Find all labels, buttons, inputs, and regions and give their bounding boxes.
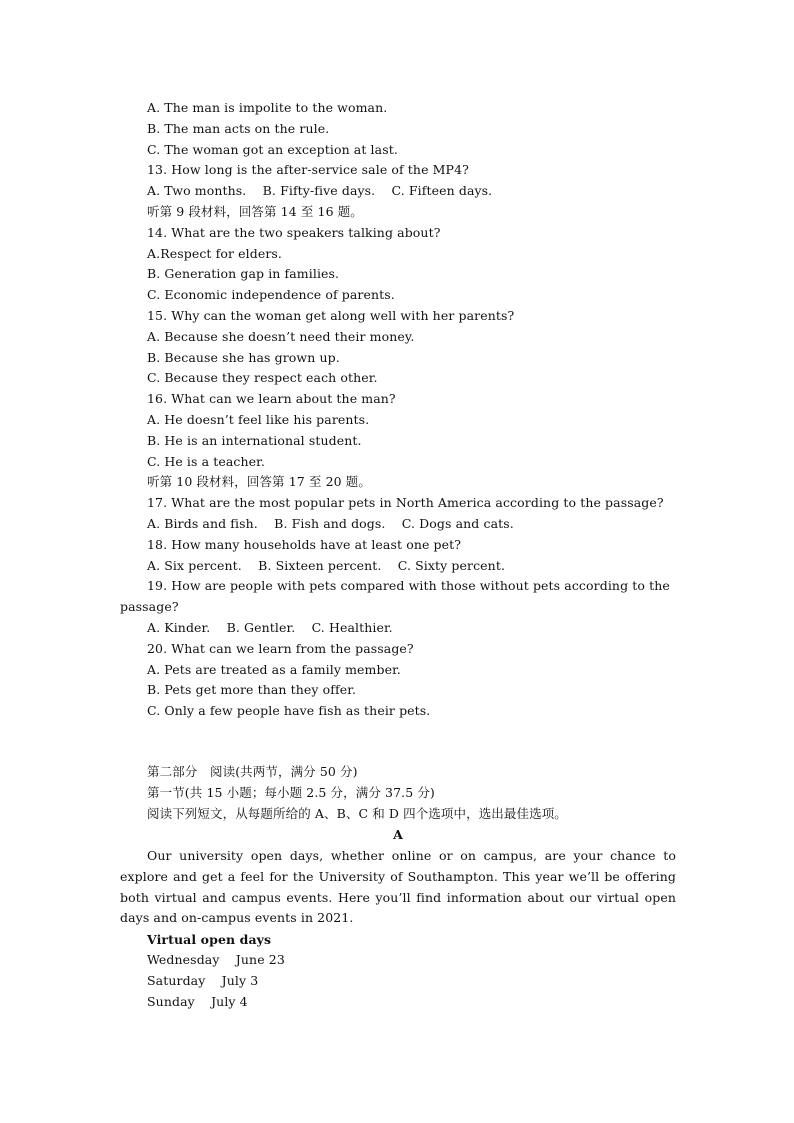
q20-option-c: C. Only a few people have fish as their pets.: [147, 703, 431, 718]
section10-intro: 听第 10 段材料，回答第 17 至 20 题。: [147, 474, 371, 489]
q12-option-c: C. The woman got an exception at last.: [147, 142, 398, 157]
q16-option-b: B. He is an international student.: [147, 433, 362, 448]
q15-option-a: A. Because she doesn’t need their money.: [147, 329, 415, 344]
q15-question: 15. Why can the woman get along well with her parents?: [147, 308, 515, 323]
q17-options: A. Birds and fish. B. Fish and dogs. C. Dogs and cats.: [147, 516, 514, 531]
passage-label: A: [393, 827, 403, 842]
q14-option-b: B. Generation gap in families.: [147, 266, 340, 281]
q15-option-b: B. Because she has grown up.: [147, 350, 340, 365]
q20-option-b: B. Pets get more than they offer.: [147, 682, 357, 697]
q19-question-line1: 19. How are people with pets compared with those without pets according to the: [147, 578, 670, 593]
q16-option-a: A. He doesn’t feel like his parents.: [147, 412, 370, 427]
q12-option-b: B. The man acts on the rule.: [147, 121, 330, 136]
reading-part-title: 第二部分 阅读(共两节，满分 50 分): [147, 764, 358, 779]
q18-question: 18. How many households have at least one pet?: [147, 537, 462, 552]
q14-option-c: C. Economic independence of parents.: [147, 287, 395, 302]
q16-question: 16. What can we learn about the man?: [147, 391, 396, 406]
q14-question: 14. What are the two speakers talking about?: [147, 225, 441, 240]
date-item: Wednesday June 23: [147, 952, 285, 967]
q19-question-line2: passage?: [120, 599, 179, 614]
date-item: Saturday July 3: [147, 973, 259, 988]
q14-option-a: A.Respect for elders.: [147, 246, 282, 261]
q20-question: 20. What can we learn from the passage?: [147, 641, 414, 656]
reading-instructions: 阅读下列短文，从每题所给的 A、B、C 和 D 四个选项中，选出最佳选项。: [147, 806, 567, 821]
q19-options: A. Kinder. B. Gentler. C. Healthier.: [147, 620, 393, 635]
q13-question: 13. How long is the after-service sale of the MP4?: [147, 162, 469, 177]
q12-option-a: A. The man is impolite to the woman.: [147, 100, 388, 115]
reading-section-title: 第一节(共 15 小题；每小题 2.5 分，满分 37.5 分): [147, 785, 435, 800]
q20-option-a: A. Pets are treated as a family member.: [147, 662, 401, 677]
passage-paragraph: Our university open days, whether online or on campus, are your chance to explore and get a feel for the University of Southampton. This year we’ll be offering both virtual and campus events. Here you’ll find information about our virtual open days and on-campus events in 2021.: [120, 848, 676, 926]
date-item: Sunday July 4: [147, 994, 248, 1009]
q16-option-c: C. He is a teacher.: [147, 454, 265, 469]
q13-options: A. Two months. B. Fifty-five days. C. Fifteen days.: [147, 183, 493, 198]
virtual-open-days-heading: Virtual open days: [147, 932, 272, 947]
q18-options: A. Six percent. B. Sixteen percent. C. Sixty percent.: [147, 558, 506, 573]
section9-intro: 听第 9 段材料，回答第 14 至 16 题。: [147, 204, 363, 219]
q15-option-c: C. Because they respect each other.: [147, 370, 378, 385]
q17-question: 17. What are the most popular pets in North America according to the passage?: [147, 495, 664, 510]
